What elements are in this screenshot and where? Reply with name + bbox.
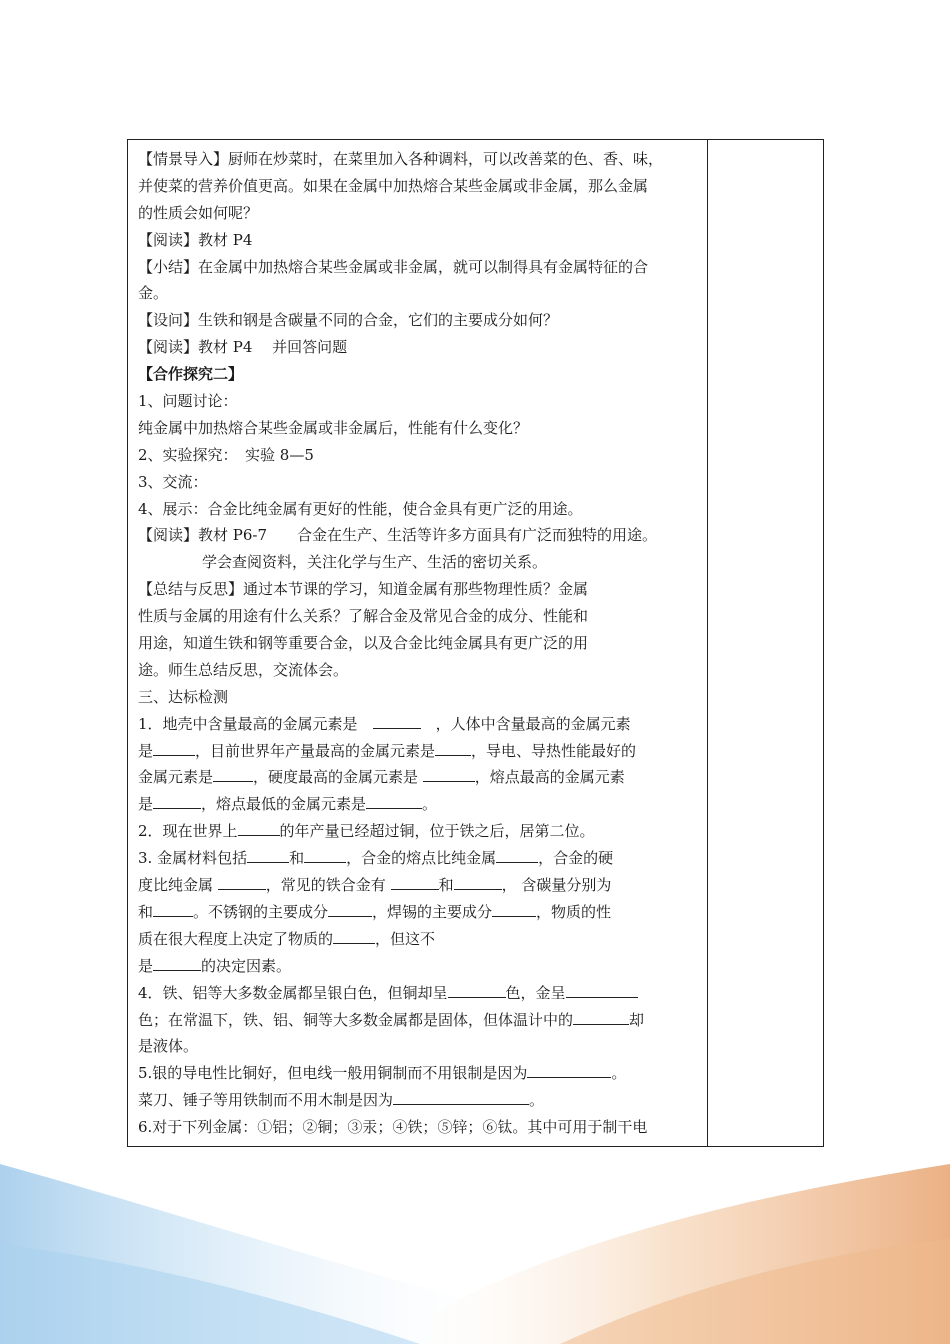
answer-blank[interactable] — [238, 819, 280, 836]
question-3-line — [138, 953, 700, 980]
answer-blank[interactable] — [393, 1088, 529, 1105]
answer-blank[interactable] — [573, 1008, 629, 1025]
q3-text: ，合金的硬 — [538, 849, 614, 868]
q4-text: 却 — [629, 1010, 645, 1029]
q5-text: 。 — [611, 1064, 627, 1083]
q3-text: 3. 金属材料包括 — [138, 849, 248, 868]
q1-text: 是 — [138, 795, 154, 814]
text-line: 性质与金属的用途有什么关系？了解合金及常见合金的成分、性能和 — [138, 607, 589, 626]
question-1-line — [138, 711, 700, 738]
column-divider — [707, 140, 708, 1146]
q1-text: ，硬度最高的金属元素是 — [253, 768, 423, 787]
text-line: 金。 — [138, 284, 169, 303]
question-4-line: 是液体。 — [138, 1037, 199, 1056]
question-3-line — [138, 926, 700, 953]
q1-text: 1．地壳中含量最高的金属元素是 — [138, 714, 373, 733]
q1-text: ，熔点最高的金属元素 — [474, 768, 625, 787]
answer-blank[interactable] — [366, 792, 422, 809]
text-line: 2、实验探究： 实验 8—5 — [138, 445, 314, 464]
question-1-line — [138, 791, 700, 818]
lesson-table — [127, 139, 824, 1147]
answer-blank[interactable] — [373, 712, 421, 729]
text-line: 【阅读】教材 P4 — [138, 230, 253, 249]
answer-blank[interactable] — [213, 765, 253, 782]
answer-blank[interactable] — [496, 846, 538, 863]
answer-blank[interactable] — [153, 792, 201, 809]
answer-blank[interactable] — [492, 900, 536, 917]
q3-text: ， 含碳量分别为 — [501, 876, 612, 895]
text-line: 【阅读】教材 P6-7 合金在生产、生活等许多方面具有广泛而独特的用途。 — [138, 526, 658, 545]
q1-text: 是 — [138, 741, 154, 760]
text-line: 的性质会如何呢？ — [138, 203, 259, 222]
q3-text: ，合金的熔点比纯金属 — [346, 849, 497, 868]
answer-blank[interactable] — [423, 765, 475, 782]
answer-blank[interactable] — [153, 739, 195, 756]
answer-blank[interactable] — [328, 900, 372, 917]
q3-text: 质在很大程度上决定了物质的 — [138, 929, 334, 948]
answer-blank[interactable] — [247, 846, 289, 863]
q1-text: 。 — [422, 795, 438, 814]
question-4-line — [138, 980, 700, 1007]
answer-blank[interactable] — [153, 900, 193, 917]
text-line: 途。师生总结反思，交流体会。 — [138, 660, 349, 679]
q5-text: 菜刀、锤子等用铁制而不用木制是因为 — [138, 1091, 394, 1110]
q3-text: ，常见的铁合金有 — [265, 876, 391, 895]
text-line: 1、问题讨论： — [138, 392, 238, 411]
answer-blank[interactable] — [566, 981, 638, 998]
text-line: 纯金属中加热熔合某些金属或非金属后，性能有什么变化？ — [138, 418, 529, 437]
section-heading: 【合作探究二】 — [138, 365, 244, 384]
answer-blank[interactable] — [153, 954, 201, 971]
q3-text: 和 — [138, 902, 154, 921]
text-line: 【阅读】教材 P4 并回答问题 — [138, 338, 348, 357]
q5-text: 5.银的导电性比铜好，但电线一般用铜制而不用银制是因为 — [138, 1064, 528, 1083]
question-1-line — [138, 764, 700, 791]
answer-blank[interactable] — [448, 981, 506, 998]
q4-text: 色；在常温下，铁、铝、铜等大多数金属都是固体，但体温计中的 — [138, 1010, 574, 1029]
answer-blank[interactable] — [391, 873, 439, 890]
text-line: 【小结】在金属中加热熔合某些金属或非金属，就可以制得具有金属特征的合 — [138, 257, 649, 276]
question-2-line — [138, 818, 700, 845]
answer-blank[interactable] — [435, 739, 471, 756]
answer-blank[interactable] — [454, 873, 502, 890]
text-line: 用途，知道生铁和钢等重要合金，以及合金比纯金属具有更广泛的用 — [138, 634, 589, 653]
question-6-line: 6.对于下列金属：①铝；②铜；③汞；④铁；⑤锌；⑥钛。其中可用于制干电 — [138, 1118, 648, 1137]
answer-blank[interactable] — [527, 1061, 611, 1078]
q4-text: 色，金呈 — [505, 983, 566, 1002]
q4-text: 4．铁、铝等大多数金属都呈银白色，但铜却呈 — [138, 983, 448, 1002]
question-3-line — [138, 899, 700, 926]
text-line: 并使菜的营养价值更高。如果在金属中加热熔合某些金属或非金属，那么金属 — [138, 176, 649, 195]
question-5-line — [138, 1087, 700, 1114]
q3-text: ，但这不 — [375, 929, 436, 948]
q3-text: 。不锈钢的主要成分 — [193, 902, 329, 921]
question-1-line — [138, 738, 700, 765]
q1-text: ，导电、导热性能最好的 — [471, 741, 637, 760]
q3-text: 和 — [289, 849, 305, 868]
q3-text: ，焊锡的主要成分 — [372, 902, 493, 921]
question-5-line — [138, 1060, 700, 1087]
q1-text: ，目前世界年产量最高的金属元素是 — [195, 741, 436, 760]
q1-text: ，人体中含量最高的金属元素 — [435, 714, 631, 733]
q3-text: 和 — [438, 876, 454, 895]
q5-text: 。 — [529, 1091, 545, 1110]
answer-blank[interactable] — [333, 927, 375, 944]
answer-blank[interactable] — [218, 873, 266, 890]
question-3-line — [138, 872, 700, 899]
q1-text: 金属元素是 — [138, 768, 214, 787]
section-heading: 三、达标检测 — [138, 687, 229, 706]
text-line: 【总结与反思】通过本节课的学习，知道金属有那些物理性质？金属 — [138, 580, 589, 599]
question-3-line — [138, 845, 700, 872]
q1-text: ，熔点最低的金属元素是 — [201, 795, 367, 814]
q3-text: 度比纯金属 — [138, 876, 218, 895]
text-line: 学会查阅资料，关注化学与生产、生活的密切关系。 — [202, 553, 548, 572]
text-line: 4、展示：合金比纯金属有更好的性能，使合金具有更广泛的用途。 — [138, 499, 583, 518]
q3-text: 的决定因素。 — [201, 956, 292, 975]
text-line: 【情景导入】厨师在炒菜时，在菜里加入各种调料，可以改善菜的色、香、味， — [138, 150, 664, 168]
q2-text: 2．现在世界上 — [138, 822, 238, 841]
text-line: 【设问】生铁和钢是含碳量不同的合金，它们的主要成分如何？ — [138, 311, 559, 330]
lesson-content-cell — [138, 146, 700, 1146]
question-4-line — [138, 1007, 700, 1034]
text-line: 3、交流： — [138, 472, 208, 491]
q3-text: ，物质的性 — [536, 902, 612, 921]
q3-text: 是 — [138, 956, 154, 975]
q2-text: 的年产量已经超过铜，位于铁之后，居第二位。 — [279, 822, 595, 841]
answer-blank[interactable] — [304, 846, 346, 863]
